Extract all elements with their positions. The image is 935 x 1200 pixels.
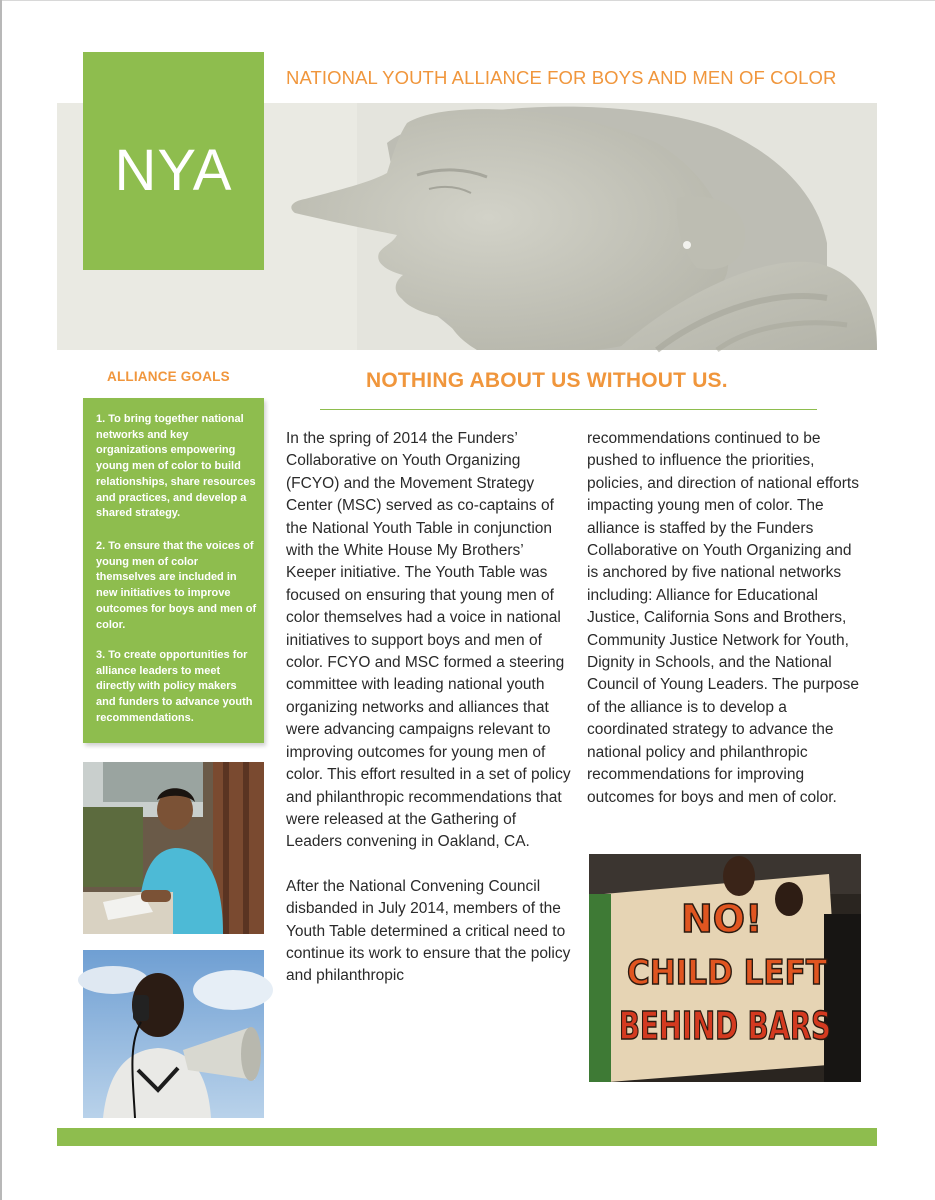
protest-sign-line-3: BEHIND BARS xyxy=(619,1004,831,1048)
page-top-edge xyxy=(0,0,935,1)
article-paragraph: After the National Convening Council disbanded in July 2014, members of the Youth Table determined a critical need to continue its work to ensure that the policy and philanthropic xyxy=(286,877,571,985)
heading-divider xyxy=(320,409,817,410)
alliance-goals-box xyxy=(83,398,264,743)
article-paragraph: recommendations continued to be pushed to influence the priorities, policies, and direction of national efforts impacting young men of color. The alliance is staffed by the Funders Collaborative on Youth Organizing and is anchored by five national networks including: Alliance for Educational Justice, California Sons and Brothers, Community Justice Network for Youth, Dignity in Schools, and the National Council of Young Leaders. The purpose of the alliance is to develop a coordinated strategy to advance the national policy and philanthropic recommendations for improving outcomes for boys and men of color. xyxy=(587,430,860,806)
goal-item: 1. To bring together national networks and key organizations empowering young men of color to build relationships, share resources and practices, and develop a shared strategy. xyxy=(96,413,256,520)
article-column-1 xyxy=(286,428,571,988)
org-title: NATIONAL YOUTH ALLIANCE FOR BOYS AND MEN OF COLOR xyxy=(286,67,837,88)
protest-sign-line-1: NO! xyxy=(681,897,763,941)
youth-at-meeting-photo xyxy=(83,762,264,934)
goal-item: 2. To ensure that the voices of young men of color themselves are included in new initiatives to improve outcomes for boys and men of color. xyxy=(96,540,257,631)
alliance-goals-heading: ALLIANCE GOALS xyxy=(107,369,230,384)
article-paragraph: In the spring of 2014 the Funders’ Collaborative on Youth Organizing (FCYO) and the Movement Strategy Center (MSC) served as co-captains of the National Youth Table in conjunction with the White House My Brothers’ Keeper initiative. The Youth Table was focused on ensuring that young men of color themselves had a voice in national initiatives to support boys and men of color. FCYO and MSC formed a steering committee with leading national youth organizing networks and alliances that were advancing campaigns relevant to improving outcomes for young men of color. This effort resulted in a set of policy and philanthropic recommendations that were released at the Gathering of Leaders convening in Oakland, CA. xyxy=(286,430,571,851)
footer-bar xyxy=(57,1128,877,1146)
article-heading: NOTHING ABOUT US WITHOUT US. xyxy=(366,369,728,392)
article-column-2 xyxy=(587,428,867,809)
protest-sign-photo xyxy=(589,854,861,1082)
protest-sign-line-2: CHILD LEFT xyxy=(627,953,828,993)
goal-item: 3. To create opportunities for alliance leaders to meet directly with policy makers and funders to advance youth recommendations. xyxy=(96,649,253,724)
megaphone-protester-photo xyxy=(83,950,264,1118)
nya-logo-box xyxy=(83,52,264,270)
page-left-edge xyxy=(0,0,2,1200)
logo-text: NYA xyxy=(114,137,233,203)
